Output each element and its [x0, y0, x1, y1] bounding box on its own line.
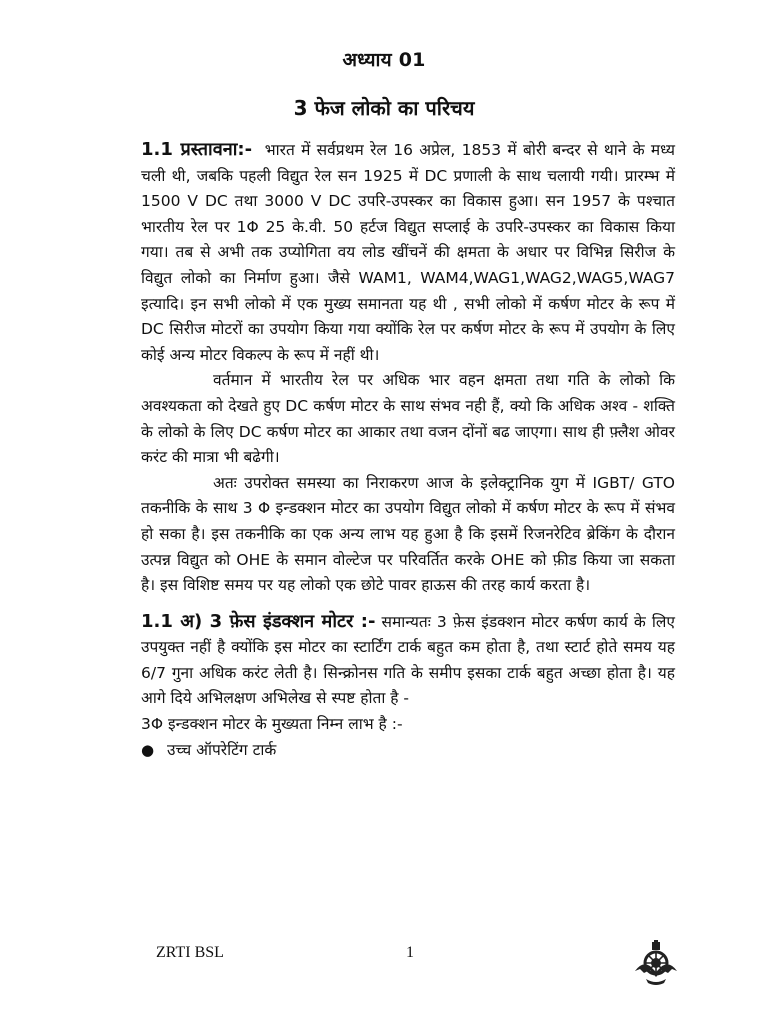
- section1-heading: 1.1 प्रस्तावना:-: [141, 139, 253, 160]
- section2-heading: 1.1 अ) 3 फ़ेस इंडक्शन मोटर :-: [141, 610, 376, 632]
- chapter-number: अध्याय 01: [342, 49, 426, 71]
- section1-paragraph-3: अतः उपरोक्त समस्या का निराकरण आज के इलेक्ट्रानिक युग में IGBT/ GTO तकनीकि के साथ 3 Φ इन्डक्शन मोटर का उपयोग विद्युत लोको में कर्षण मोटर के रूप में संभव हो सका है। इस तकनीकि का एक अन्य लाभ यह हुआ है कि इसमें रिजनरेटिव ब्रेकिंग के दौरान उत्पन्न विद्युत को OHE के समान वोल्टेज पर परिवर्तित करके OHE को फ़ीड किया जा सकता है। इस विशिष्ट समय पर यह लोको एक छोटे पावर हाऊस की तरह कार्य करता है।: [141, 473, 675, 595]
- chapter-title: 3 फेज लोको का परिचय: [293, 96, 475, 120]
- footer-page-number: 1: [406, 944, 414, 961]
- list-item: [141, 738, 675, 764]
- section1-text-1: भारत में सर्वप्रथम रेल 16 अप्रेल, 1853 में बोरी बन्दर से थाने के मध्य चली थी, जबकि पहली विद्युत रेल सन 1925 में DC प्रणाली के साथ चलायी गयी। प्रारम्भ में 1500 V DC तथा 3000 V DC उपरि-उपस्कर का विकास हुआ। सन 1957 के पश्चात भारतीय रेल पर 1Φ 25 के.वी. 50 हर्टज विद्युत सप्लाई के उपरि-उपस्कर का विकास किया गया। तब से अभी तक उप्योगिता वय लोड खींचनें की क्षमता के अधार पर विभिन्न सिरीज के विद्युत लोको का निर्माण हुआ। जैसे WAM1, WAM4,WAG1,WAG2,WAG5,WAG7 इत्यादि। इन सभी लोको में एक मुख्य समानता यह थी , सभी लोको में कर्षण मोटर के रूप में DC सिरीज मोटरों का उपयोग किया गया क्योंकि रेल पर कर्षण मोटर के रूप में उपयोग के लिए कोई अन्य मोटर विकल्प के रूप में नहीं थी।: [141, 141, 676, 364]
- section1-paragraph-2: वर्तमान में भारतीय रेल पर अधिक भार वहन क्षमता तथा गति के लोको कि अवश्यकता को देखते हुए DC कर्षण मोटर के साथ संभव नही हैं, क्यो कि अधिक अश्व - शक्ति के लोको के लिए DC कर्षण मोटर का आकार तथा वजन दोंनों बढ जाएगा। साथ ही फ़्लैश ओवर करंट की मात्रा भी बढेगी।: [141, 371, 675, 467]
- list-item-text: उच्च ऑपरेटिंग टार्क: [167, 740, 277, 759]
- section2-paragraph-2: 3Φ इन्डक्शन मोटर के मुख्यता निम्न लाभ है :-: [141, 715, 403, 734]
- railway-emblem-icon: [632, 939, 680, 987]
- section2-paragraph-1: [141, 609, 675, 712]
- bullet-icon: ●: [141, 740, 155, 759]
- section2-text-1: समान्यतः 3 फ़ेस इंडक्शन मोटर कर्षण कार्य के लिए उपयुक्त नहीं है क्योंकि इस मोटर का स्टार्टिंग टार्क बहुत कम होता है, तथा स्टार्ट होते समय यह 6/7 गुना अधिक करंट लेती है। सिन्क्रोनस गति के समीप इसका टार्क बहुत अच्छा होता है। यह आगे दिये अभिलक्षण अभिलेख से स्पष्ट होता है -: [141, 612, 675, 708]
- section1-paragraph-1: [141, 137, 675, 368]
- footer-institute: ZRTI BSL: [156, 944, 224, 961]
- document-body: [141, 137, 675, 763]
